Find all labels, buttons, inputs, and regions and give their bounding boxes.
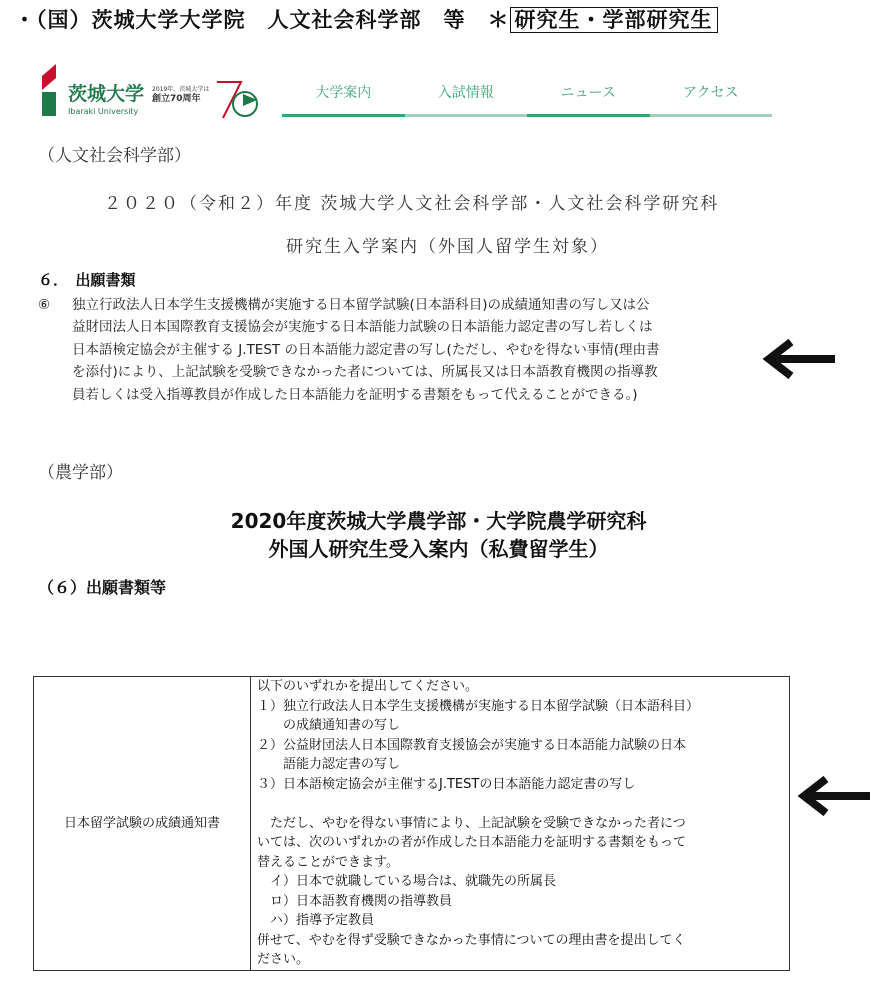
requirements-table [33,676,790,971]
nav-news[interactable]: ニュース [527,84,650,117]
paragraph-lines [72,294,659,406]
detail-line: の成績通知書の写し [257,718,401,733]
anniversary-block [152,86,209,105]
detail-line: ロ）日本語教育機関の指導教員 [257,893,453,909]
agriculture-title: 2020年度茨城大学農学部・大学院農学研究科 [230,509,647,533]
anniversary-text: 創立70周年 [152,94,201,104]
left-arrow-icon [763,338,838,380]
humanities-title: ２０２０（令和２）年度 茨城大学人文社会科学部・人文社会科学研究科 [104,194,720,214]
nav-access[interactable]: アクセス [650,84,773,117]
paragraph-line: を添付)により、上記試験を受験できなかった者については、所属長又は日本語教育機関の指導教 [72,364,658,381]
section-label-agriculture: （農学部） [38,463,123,483]
detail-line-blank [257,794,783,814]
detail-line: 替えることができます。 [257,854,399,870]
detail-line: 以下のいずれかを提出してください。 [257,679,479,694]
detail-line: ださい。 [257,952,310,967]
paragraph-line: 員若しくは受入指導教員が作成した日本語能力を証明する書類をもって代えることができる。) [72,386,638,403]
detail-line: ２）公益財団法人日本国際教育支援協会が実施する日本語能力試験の日本 [257,737,687,753]
site-nav [282,84,772,117]
page-heading [14,6,718,34]
section-label-humanities: （人文社会科学部） [38,146,191,166]
detail-line: １）独立行政法人日本学生支援機構が実施する日本留学試験（日本語科目） [257,698,700,714]
detail-line: ３）日本語検定協会が主催するJ.TESTの日本語能力認定書の写し [257,776,636,792]
anniversary-70-icon [213,76,263,121]
agriculture-subtitle: 外国人研究生受入案内（私費留学生） [268,537,609,561]
detail-line: 語能力認定書の写し [257,757,401,772]
detail-line: ただし、やむを得ない事情により、上記試験を受験できなかった者につ [257,815,686,831]
paragraph-line: 日本語検定協会が主催する J.TEST の日本語能力認定書の写し(ただし、やむを得ない事情(理由書 [72,341,660,358]
logo-english: Ibaraki University [68,107,139,116]
logo-name[interactable]: 茨城大学 [68,83,145,105]
left-arrow-icon [798,775,873,817]
detail-line: ハ）指導予定教員 [257,913,375,928]
anniversary-small-text: 2019年、茨城大学は [152,86,210,93]
university-logo-icon [42,64,56,116]
paragraph-line: 独立行政法人日本学生支援機構が実施する日本留学試験(日本語科目)の成績通知書の写し又は公 [72,297,650,313]
agriculture-section-heading: （６）出願書類等 [38,578,167,597]
nav-admissions[interactable]: 入試情報 [405,84,528,117]
detail-line: イ）日本で就職している場合は、就職先の所属長 [257,874,557,889]
humanities-subtitle: 研究生入学案内（外国人留学生対象） [286,237,609,257]
detail-line: いては、次のいずれかの者が作成した日本語能力を証明する書類をもって [257,835,687,850]
table-cell-item: 日本留学試験の成績通知書 [34,677,251,971]
humanities-section-heading: ６． 出願書類 [38,271,136,289]
heading-text: ・（国）茨城大学大学院 人文社会科学部 等 ＊ [14,8,510,32]
table-cell-details [251,677,790,971]
paragraph-line: 益財団法人日本国際教育支援協会が実施する日本語能力試験の日本語能力認定書の写し若しくは [72,319,653,336]
humanities-paragraph [38,294,659,406]
nav-about[interactable]: 大学案内 [282,84,405,117]
detail-line: 併せて、やむを得ず受験できなかった事情についての理由書を提出してく [257,932,686,948]
heading-boxed-label: 研究生・学部研究生 [510,7,718,33]
item-number: ⑥ [38,297,51,313]
